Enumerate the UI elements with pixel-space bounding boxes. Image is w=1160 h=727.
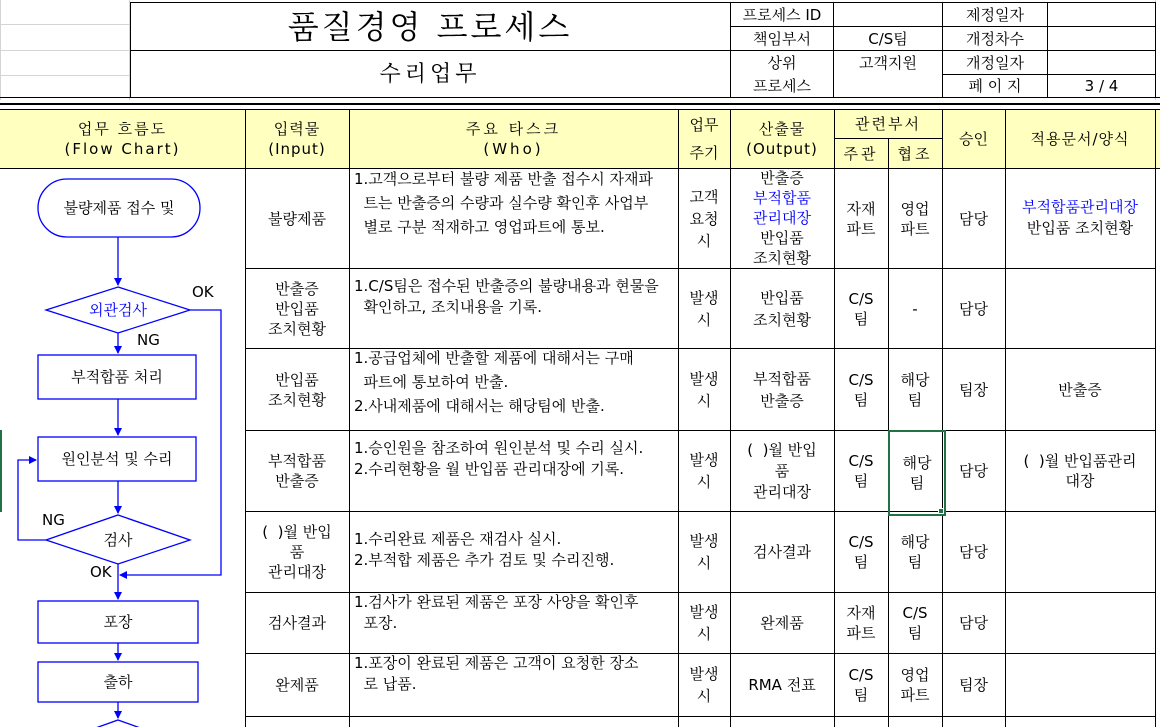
flow-inspect-ng: NG bbox=[137, 331, 160, 349]
label-parent-1: 상위 bbox=[767, 53, 797, 72]
row4-input: 부적합품 반출증 bbox=[268, 452, 326, 490]
row5-coop: 해당 팀 bbox=[900, 533, 930, 571]
row6-output: 완제품 bbox=[760, 614, 804, 632]
row7-cycle: 발생 시 bbox=[689, 665, 719, 705]
value-process-id[interactable] bbox=[834, 3, 942, 26]
row2-cycle: 발생 시 bbox=[689, 288, 719, 329]
flow-start-label: 불량제품 접수 및 bbox=[63, 199, 175, 217]
value-revised[interactable] bbox=[1048, 51, 1155, 74]
col-header-related: 관련부서 bbox=[855, 115, 921, 133]
flow-inspect-ok: OK bbox=[192, 283, 214, 301]
label-page: 페 이 지 bbox=[968, 77, 1022, 95]
col-header-coop: 협조 bbox=[897, 144, 933, 163]
label-created: 제정일자 bbox=[966, 5, 1024, 24]
label-process-id: 프로세스 ID bbox=[742, 5, 822, 24]
col-header-cycle: 업무 주기 bbox=[689, 116, 719, 162]
row3-main: C/S 팀 bbox=[848, 370, 874, 409]
row7-input: 완제품 bbox=[275, 676, 319, 694]
row7-approve: 팀장 bbox=[959, 676, 988, 694]
row7-coop: 영업 파트 bbox=[900, 666, 930, 704]
flow-pack-label: 포장 bbox=[103, 613, 133, 631]
col-header-output: 산출물 (Output) bbox=[746, 120, 818, 158]
page-subtitle: 수리업무 bbox=[379, 61, 481, 87]
row4-task: 1.승인원을 참조하여 원인분석 및 수리 실시. 2.수리현황을 월 반입품 관리대장에 기록. bbox=[354, 439, 644, 478]
row7-main: C/S 팀 bbox=[848, 666, 874, 704]
row2-approve: 담당 bbox=[959, 299, 988, 318]
row5-approve: 담당 bbox=[959, 543, 988, 561]
row1-doc-a: 부적합품관리대장 bbox=[1022, 198, 1138, 216]
row5-cycle: 발생 시 bbox=[689, 532, 719, 572]
row1-main: 자재 파트 bbox=[846, 199, 876, 238]
flow-check-ok: OK bbox=[90, 563, 112, 581]
label-dept: 책임부서 bbox=[753, 29, 811, 48]
row4-output: ( )월 반입 품 관리대장 bbox=[747, 440, 817, 501]
row6-approve: 담당 bbox=[959, 614, 988, 632]
col-header-main: 주관 bbox=[843, 144, 879, 163]
page-title: 품질경영 프로세스 bbox=[287, 8, 573, 46]
row2-main: C/S 팀 bbox=[848, 289, 874, 328]
flow-check-ng: NG bbox=[42, 511, 65, 529]
row5-output: 검사결과 bbox=[753, 543, 811, 561]
row6-input: 검사결과 bbox=[268, 614, 326, 632]
row3-coop: 해당 팀 bbox=[900, 370, 930, 409]
row1-approve: 담당 bbox=[959, 209, 988, 228]
col-header-task: 주요 타스크 (Who) bbox=[465, 120, 562, 158]
row4-main: C/S 팀 bbox=[848, 452, 874, 490]
flow-nonconform-label: 부적합품 처리 bbox=[71, 368, 163, 386]
row3-cycle: 발생 시 bbox=[689, 369, 719, 410]
col-header-docs: 적용문서/양식 bbox=[1030, 130, 1130, 148]
col-header-approve: 승인 bbox=[959, 130, 988, 148]
row1-task: 1.고객으로부터 불량 제품 반출 접수시 자재파 트는 반출증의 수량과 실수량 확인후 사업부 별로 구분 적재하고 영업파트에 통보. bbox=[354, 170, 653, 236]
row3-approve: 팀장 bbox=[959, 380, 988, 399]
value-dept[interactable]: C/S팀 bbox=[868, 29, 908, 48]
row1-output-c: 반입품 조치현황 bbox=[753, 229, 811, 267]
row7-task: 1.포장이 완료된 제품은 고객이 요청한 장소 로 납품. bbox=[354, 654, 639, 693]
label-revision: 개정차수 bbox=[966, 29, 1024, 48]
value-parent[interactable]: 고객지원 bbox=[859, 53, 917, 72]
row5-task: 1.수리완료 제품은 재검사 실시. 2.부적합 제품은 추가 검토 및 수리진행. bbox=[354, 530, 615, 569]
value-created[interactable] bbox=[1048, 3, 1155, 26]
row2-output: 반입품 조치현황 bbox=[753, 288, 811, 329]
row6-cycle: 발생 시 bbox=[689, 603, 719, 643]
label-revised: 개정일자 bbox=[966, 53, 1024, 72]
row1-output-b: 부적합품 관리대장 bbox=[753, 189, 811, 227]
row3-output: 부적합품 반출증 bbox=[753, 369, 811, 410]
row6-main: 자재 파트 bbox=[846, 604, 876, 642]
value-page[interactable]: 3 / 4 bbox=[1084, 77, 1119, 95]
row1-coop: 영업 파트 bbox=[900, 199, 930, 238]
row4-coop-selected[interactable]: 해당 팀 bbox=[888, 430, 946, 516]
flow-inspect-label: 외관검사 bbox=[89, 301, 147, 319]
row3-task: 1.공급업체에 반출할 제품에 대해서는 구매 파트에 통보하여 반출. 2.사내제품에 대해서는 해당팀에 반출. bbox=[354, 349, 634, 415]
row6-coop: C/S 팀 bbox=[902, 604, 928, 642]
row7-output: RMA 전표 bbox=[748, 676, 816, 694]
col-header-flow: 업무 흐름도 (Flow Chart) bbox=[64, 120, 181, 158]
row1-input: 불량제품 bbox=[268, 209, 326, 228]
flow-ship-label: 출하 bbox=[103, 673, 133, 691]
row1-doc-b: 반입품 조치현황 bbox=[1026, 219, 1134, 237]
row3-input: 반입품 조치현황 bbox=[268, 370, 326, 409]
row2-coop: - bbox=[912, 299, 918, 318]
row5-input: ( )월 반입 품 관리대장 bbox=[262, 523, 332, 581]
row4-approve: 담당 bbox=[959, 462, 988, 480]
value-revision[interactable] bbox=[1048, 27, 1155, 50]
row2-task: 1.C/S팀은 접수된 반출증의 불량내용과 현물을 확인하고, 조치내용을 기록. bbox=[354, 277, 659, 316]
flow-repair-label: 원인분석 및 수리 bbox=[61, 450, 173, 468]
row3-doc: 반출증 bbox=[1058, 380, 1102, 399]
flow-end-shape bbox=[76, 720, 160, 727]
row1-cycle: 고객 요청 시 bbox=[689, 187, 719, 250]
col-header-input: 입력물 (Input) bbox=[268, 120, 326, 158]
row4-doc: ( )월 반입품관리 대장 bbox=[1023, 452, 1137, 490]
row5-main: C/S 팀 bbox=[848, 533, 874, 571]
label-parent-2: 프로세스 bbox=[753, 76, 811, 95]
row1-output-a: 반출증 bbox=[760, 169, 804, 187]
row6-task: 1.검사가 완료된 제품은 포장 사양을 확인후 포장. bbox=[354, 593, 639, 632]
flow-check-label: 검사 bbox=[103, 531, 133, 549]
row4-cycle: 발생 시 bbox=[689, 451, 719, 491]
row2-input: 반출증 반입품 조치현황 bbox=[268, 279, 326, 338]
